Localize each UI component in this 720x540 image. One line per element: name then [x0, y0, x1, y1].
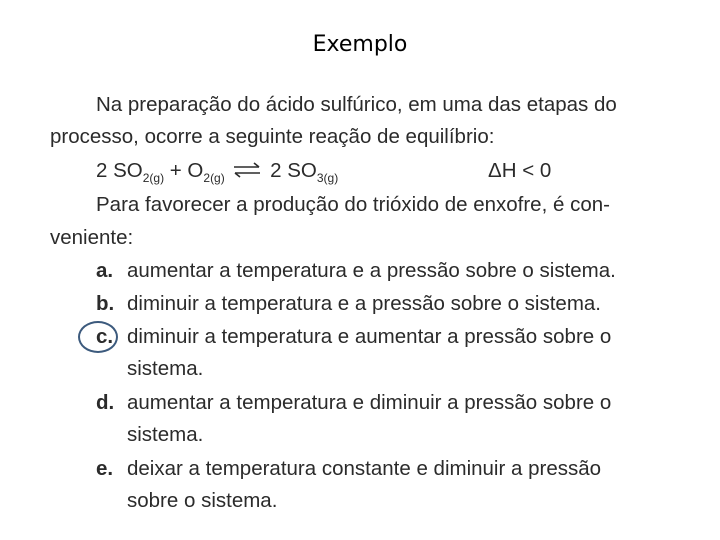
option-letter: a.: [96, 259, 114, 282]
question-text-line-4: veniente:: [50, 226, 134, 249]
product-so3-state: 3(g): [316, 171, 339, 185]
enthalpy-change: ΔH < 0: [488, 159, 552, 182]
equilibrium-arrows-icon: [232, 161, 262, 179]
reactant-so2-state: 2(g): [142, 171, 165, 185]
option-letter: e.: [96, 457, 114, 480]
question-text-line-3: Para favorecer a produção do trióxido de enxofre, é con-: [96, 193, 610, 216]
product-so3: 2 SO: [270, 159, 317, 182]
option-letter: b.: [96, 292, 115, 315]
chemical-equation: [96, 158, 338, 184]
option-letter: d.: [96, 391, 115, 414]
reactant-o2: + O: [169, 159, 204, 182]
slide-title: Exemplo: [312, 32, 408, 57]
option-text: aumentar a temperatura e diminuir a pressão sobre o: [127, 391, 612, 414]
option-text-continuation: sistema.: [127, 423, 204, 446]
reactant-so2: 2 SO: [96, 159, 143, 182]
option-text: deixar a temperatura constante e diminuir a pressão: [127, 457, 602, 480]
option-text: diminuir a temperatura e aumentar a pressão sobre o: [127, 325, 612, 348]
option-text-continuation: sobre o sistema.: [127, 489, 278, 512]
option-text: diminuir a temperatura e a pressão sobre o sistema.: [127, 292, 602, 315]
option-text-continuation: sistema.: [127, 357, 204, 380]
option-letter: c.: [96, 325, 114, 348]
question-text-line-1: Na preparação do ácido sulfúrico, em uma das etapas do: [96, 93, 617, 116]
reactant-o2-state: 2(g): [203, 171, 225, 185]
question-text-line-2: processo, ocorre a seguinte reação de equilíbrio:: [50, 125, 495, 148]
option-text: aumentar a temperatura e a pressão sobre o sistema.: [127, 259, 616, 282]
